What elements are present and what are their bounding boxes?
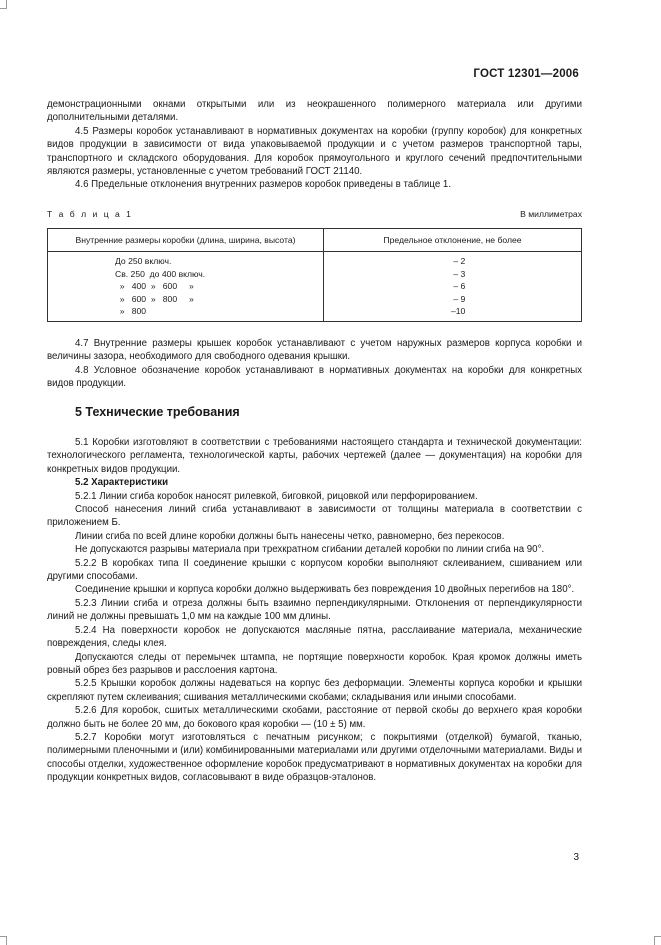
paragraph-text: Способ нанесения линий сгиба устанавливают в зависимости от толщины материала в соответствии с приложением Б. — [47, 504, 582, 529]
paragraph-5-2-2: 5.2.2 В коробках типа II соединение крышки с корпусом коробки выполняют склеиванием, сшиванием или другими способами. — [47, 557, 582, 583]
table-caption: Т а б л и ц а 1 — [47, 209, 133, 219]
top-text-block — [47, 98, 582, 192]
paragraph-5-2-4: 5.2.4 На поверхности коробок не допускаются масляные пятна, расслаивание материала, механические повреждения, следы клея. — [47, 624, 582, 650]
paragraph-5-2-1: 5.2.1 Линии сгиба коробок наносят рилевкой, биговкой, рицовкой или перфорированием. — [75, 490, 478, 502]
middle-text-block — [47, 337, 582, 391]
paragraph-text: Линии сгиба по всей длине коробки должны быть нанесены четко, равномерно, без перекосов. — [75, 530, 505, 542]
deviation-value: – 3 — [451, 268, 466, 279]
deviation-value: –10 — [451, 306, 466, 317]
paragraph-text: Соединение крышки и корпуса коробки должно выдерживать без повреждения 10 двойных перегибов на 180°. — [75, 584, 575, 596]
subsection-title-5-2: 5.2 Характеристики — [75, 477, 169, 489]
deviation-value: – 2 — [451, 256, 466, 266]
table-header-row — [48, 229, 582, 252]
paragraph-5-2-6: 5.2.6 Для коробок, сшитых металлическими скобами, расстояние от первой скобы до верхнего края коробки должно быть не более 20 мм, до бокового края коробки — (10 ± 5) мм. — [47, 705, 582, 730]
deviation-table — [47, 228, 582, 322]
paragraph-4-5: 4.5 Размеры коробок устанавливают в нормативных документах на коробки (группу коробок) для конкретных видов продукции в зависимости от вида упаковываемой продукции и с учетом размеров транспортной тары, транспортного и складского оборудования. Для коробок прямоугольного и круглого сечений предпочтительными являются размеры, установленные с учетом требований ГОСТ 21140. — [47, 125, 582, 178]
paragraph-text: Допускаются следы от перемычек штампа, не портящие поверхности коробок. Края кромок должны иметь ровный обрез без разрывов и расслоения картона. — [47, 651, 582, 676]
paragraph-4-7: 4.7 Внутренние размеры крышек коробок устанавливают с учетом наружных размеров корпуса коробки и величины зазора, необходимого для свободного одевания крышки. — [47, 338, 582, 363]
paragraph-5-2-3: 5.2.3 Линии сгиба и отреза должны быть взаимно перпендикулярными. Отклонения от перпендикулярности линий не должны превышать 1,0 мм на каждые 100 мм длины. — [47, 597, 582, 623]
section-title: 5 Технические требования — [75, 405, 240, 419]
table-units: В миллиметрах — [520, 209, 582, 219]
paragraph-5-2-5: 5.2.5 Крышки коробок должны надеваться на корпус без деформации. Элементы корпуса коробки и крышки скрепляют путем склеивания; сшивания металлическими скобами; складывания или иными способами. — [47, 678, 582, 703]
deviation-value: – 6 — [451, 281, 466, 292]
size-value: Св. 250 до 400 включ. — [115, 268, 206, 279]
document-code: ГОСТ 12301—2006 — [473, 68, 579, 80]
crop-mark-bottom-left — [0, 936, 7, 945]
table-header-sizes: Внутренние размеры коробки (длина, ширина, высота) — [48, 229, 324, 252]
crop-mark-bottom-right — [654, 936, 661, 945]
paragraph-continued: демонстрационными окнами открытыми или из неокрашенного полимерного материала или другими дополнительными деталями. — [47, 99, 582, 124]
page-number: 3 — [573, 852, 579, 863]
deviation-value: – 9 — [451, 293, 466, 304]
paragraph-5-2-7: 5.2.7 Коробки могут изготовляться с печатным рисунком; с покрытиями (отделкой) бумагой, тканью, полимерными пленочными и (или) комбинированными материалами или другими отделочными материалами. Виды и способы отделки, художественное оформление коробок предусматривают в нормативных документах на коробки для продукции конкретных видов, согласовывают в виде образцов-эталонов. — [47, 731, 582, 784]
paragraph-text: Не допускаются разрывы материала при трехкратном сгибании деталей коробки по линии сгиба на 90°. — [75, 544, 545, 556]
paragraph-4-6: 4.6 Предельные отклонения внутренних размеров коробок приведены в таблице 1. — [75, 179, 452, 191]
crop-mark-top-left — [0, 0, 7, 9]
table-header-deviation: Предельное отклонение, не более — [324, 229, 582, 252]
table-row — [48, 252, 582, 322]
paragraph-5-1: 5.1 Коробки изготовляют в соответствии с требованиями настоящего стандарта и технической документации: технологического регламента, технологической карты, рабочих чертежей (далее — документация) на коробки для конкретных видов продукции. — [47, 437, 582, 475]
size-value: » 800 — [115, 306, 147, 317]
size-value: » 600 » 800 » — [115, 293, 194, 304]
size-value: » 400 » 600 » — [115, 281, 194, 292]
table-cell-deviations — [324, 252, 582, 322]
table-cell-sizes — [48, 252, 324, 322]
section-5-text — [47, 436, 582, 785]
size-value: До 250 включ. — [115, 256, 172, 266]
paragraph-4-8: 4.8 Условное обозначение коробок устанавливают в нормативных документах на коробки для конкретных видов продукции. — [47, 364, 582, 390]
